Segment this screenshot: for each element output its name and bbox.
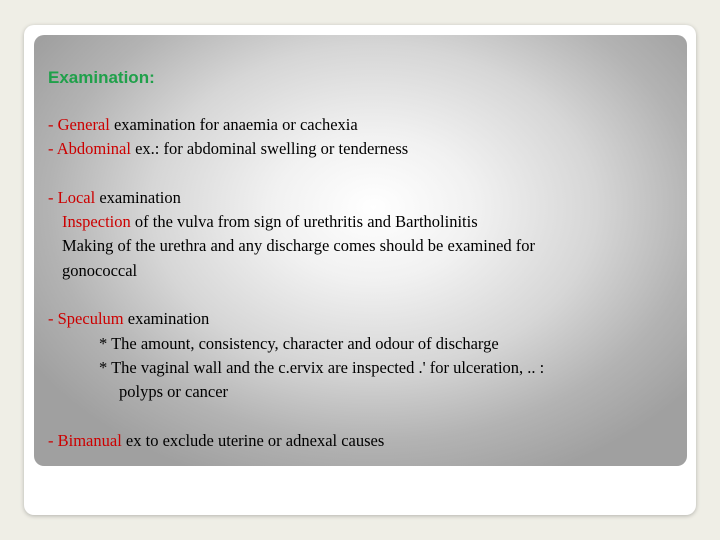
general-term: General	[57, 115, 110, 134]
local-dash: -	[48, 187, 58, 207]
abdominal-text: ex.: for abdominal swelling or tenderness	[130, 139, 409, 159]
abdominal-item	[48, 137, 678, 161]
bimanual-dash: -	[48, 430, 58, 450]
spacer	[48, 283, 678, 307]
spacer	[48, 405, 678, 429]
making-line-1: Making of the urethra and any discharge comes should be examined for	[62, 236, 536, 256]
speculum-point-2: * The vaginal wall and the c.ervix are inspected .' for ulceration, .. :	[99, 357, 545, 377]
local-text: examination	[95, 187, 181, 207]
spacer	[48, 162, 678, 186]
speculum-item	[48, 307, 678, 331]
bimanual-item	[48, 429, 678, 453]
bimanual-text: ex to exclude uterine or adnexal causes	[121, 430, 385, 450]
general-item	[48, 113, 678, 137]
inspection-item	[48, 210, 678, 234]
making-line-2: gonococcal	[62, 260, 138, 280]
speculum-dash: -	[48, 309, 58, 329]
abdominal-dash: -	[48, 139, 57, 159]
general-text: examination for anaemia or cachexia	[109, 115, 358, 134]
inspection-text: of the vulva from sign of urethritis and Bartholinitis	[130, 212, 478, 232]
slide-text	[48, 64, 678, 453]
spacer	[48, 91, 678, 113]
local-item	[48, 186, 678, 210]
general-dash: -	[48, 115, 58, 134]
speculum-term: Speculum	[57, 309, 124, 329]
abdominal-term: Abdominal	[56, 139, 131, 159]
local-term: Local	[57, 187, 96, 207]
bimanual-term: Bimanual	[57, 430, 122, 450]
speculum-point-2-continued: polyps or cancer	[119, 382, 229, 402]
inspection-term: Inspection	[62, 212, 131, 232]
speculum-text: examination	[123, 309, 210, 329]
slide-heading: Examination:	[48, 68, 155, 87]
speculum-point-1: * The amount, consistency, character and odour of discharge	[99, 333, 499, 353]
